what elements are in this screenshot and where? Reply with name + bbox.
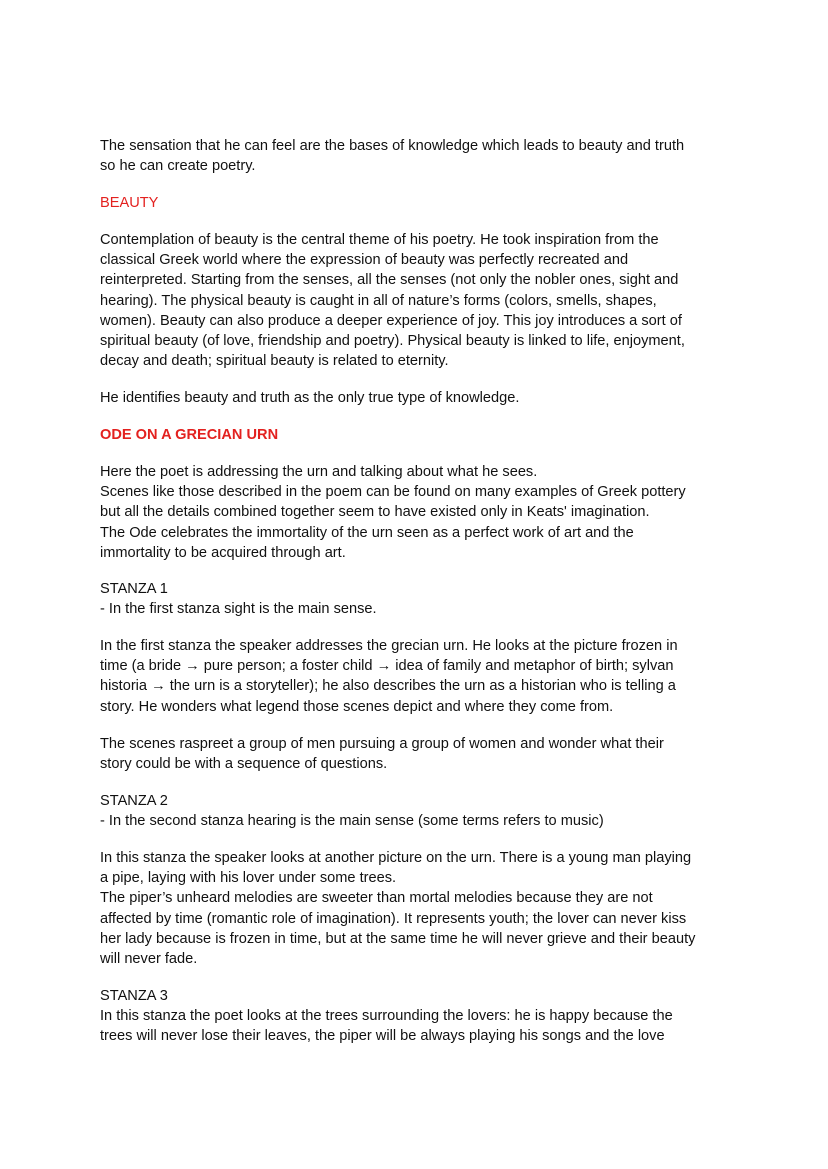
text-line: classical Greek world where the expression of beauty was perfectly recreated and [100, 252, 629, 269]
text-line: In the first stanza the speaker addresses the grecian urn. He looks at the picture frozen in [100, 638, 678, 654]
text-line: The piper’s unheard melodies are sweeter than mortal melodies because they are not [100, 890, 653, 907]
text-line: women). Beauty can also produce a deeper experience of joy. This joy introduces a sort of [100, 312, 682, 329]
text-line: The sensation that he can feel are the bases of knowledge which leads to beauty and truth [100, 138, 685, 154]
text-line: historia → the urn is a storyteller); he also describes the urn as a historian who is telling a [100, 678, 676, 695]
text-line: a pipe, laying with his lover under some trees. [100, 870, 397, 887]
text-line: reinterpreted. Starting from the senses, all the senses (not only the nobler ones, sight and [100, 272, 679, 289]
section-heading: ODE ON A GRECIAN URN [100, 427, 279, 443]
text-line: The scenes raspreet a group of men pursuing a group of women and wonder what their [100, 736, 664, 752]
text-line: will never fade. [100, 951, 198, 967]
text-line: hearing). The physical beauty is caught in all of nature’s forms (colors, smells, shapes, [100, 292, 657, 309]
text-line: STANZA 3 [100, 988, 168, 1004]
section-heading: BEAUTY [100, 195, 159, 211]
text-line: story could be with a sequence of questions. [100, 756, 388, 773]
text-line: spiritual beauty (of love, friendship and poetry). Physical beauty is linked to life, enjoyment, [100, 333, 685, 349]
text-line: The Ode celebrates the immortality of the urn seen as a perfect work of art and the [100, 524, 634, 541]
text-line: - In the first stanza sight is the main sense. [100, 601, 377, 618]
text-line: her lady because is frozen in time, but at the same time he will never grieve and their beauty [100, 930, 696, 947]
text-line: time (a bride → pure person; a foster child → idea of family and metaphor of birth; sylvan [100, 658, 674, 675]
text-line: He identifies beauty and truth as the only true type of knowledge. [100, 390, 520, 406]
text-line: decay and death; spiritual beauty is related to eternity. [100, 353, 449, 370]
text-line: but all the details combined together seem to have existed only in Keats' imagination. [100, 504, 650, 521]
text-line: so he can create poetry. [100, 158, 256, 175]
text-line: Here the poet is addressing the urn and talking about what he sees. [100, 464, 538, 480]
text-line: Scenes like those described in the poem can be found on many examples of Greek pottery [100, 484, 686, 501]
text-line: STANZA 2 [100, 793, 168, 809]
text-line: In this stanza the poet looks at the trees surrounding the lovers: he is happy because the [100, 1008, 673, 1025]
text-line: Contemplation of beauty is the central theme of his poetry. He took inspiration from the [100, 232, 659, 248]
text-line: In this stanza the speaker looks at another picture on the urn. There is a young man playing [100, 850, 692, 866]
text-line: affected by time (romantic role of imagination). It represents youth; the lover can never kiss [100, 910, 687, 927]
text-line: - In the second stanza hearing is the main sense (some terms refers to music) [100, 813, 604, 830]
text-line: story. He wonders what legend those scenes depict and where they come from. [100, 698, 614, 715]
text-line: STANZA 1 [100, 581, 168, 597]
text-line: trees will never lose their leaves, the piper will be always playing his songs and the love [100, 1028, 665, 1045]
text-line: immortality to be acquired through art. [100, 544, 346, 561]
